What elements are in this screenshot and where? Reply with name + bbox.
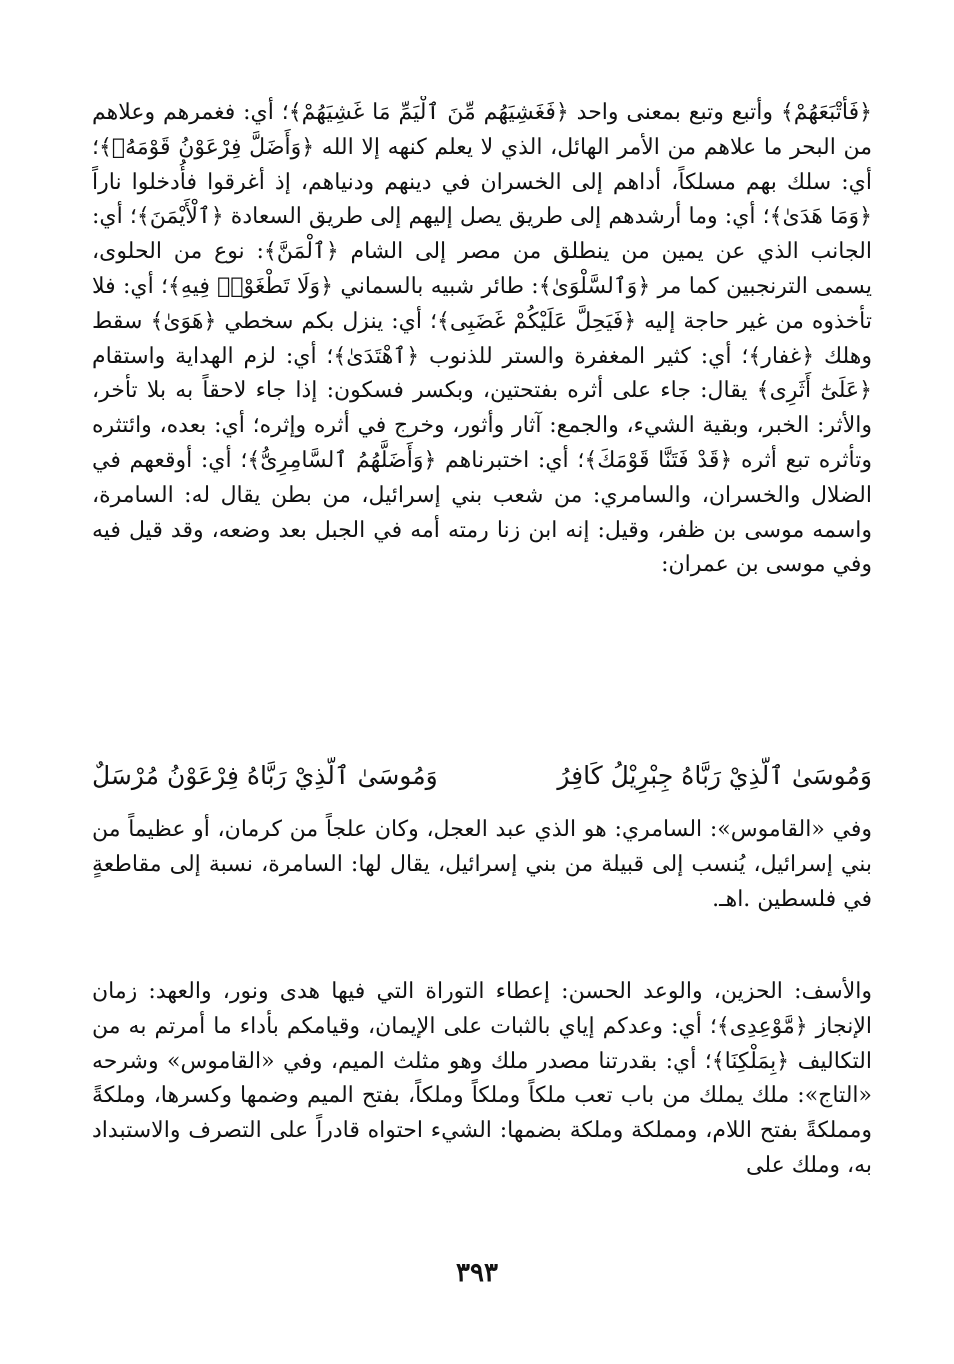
verse-left-hemistich: وَمُوسَىٰ ٱلَّذِيْ رَبَّاهُ فِرْعَوْنُ مُرْسَلٌ: [92, 761, 438, 790]
paragraph-3: والأسف: الحزين، والوعد الحسن: إعطاء التوراة التي فيها هدى ونور، والعهد: زمان الإنجاز ﴿مَّوْعِدِى﴾؛ أي: وعدكم إياي بالثبات على الإيمان، وقيامكم بأداء ما أمرتم به من التكاليف ﴿بِمَلْكِنَا﴾؛ أي: بقدرتنا مصدر ملك وهو مثلث الميم، وفي «القاموس» وشرحه «التاج»: ملك يملك من باب تعب ملكاً وملكاً وملكاً، بفتح الميم وضمها وكسرها، وملكةً ومملكةً بفتح اللام، ومملكة وملكة بضمها: الشيء احتواه قادراً على التصرف والاستبداد به، وملك على: [92, 979, 872, 1178]
page-body: [92, 96, 872, 1220]
page-number: ٣٩٣: [456, 1258, 498, 1288]
verse-right-hemistich: وَمُوسَىٰ ٱلَّذِيْ رَبَّاهُ جِبْرِيْلُ كَافِرُ: [557, 761, 872, 790]
poetry-verse: [92, 757, 872, 795]
paragraph-1: ﴿فَأَتْبَعَهُمْ﴾ وأتبع وتبع بمعنى واحد ﴿فَغَشِيَهُم مِّنَ ٱلْيَمِّ مَا غَشِيَهُمْ﴾؛ أي: فغمرهم وعلاهم من البحر ما علاهم من الأمر الهائل، الذي لا يعلم كنهه إلا الله ﴿وَأَضَلَّ فِرْعَوْنُ قَوْمَهُۥ﴾؛ أي: سلك بهم مسلكاً، أداهم إلى الخسران في دينهم ودنياهم، إذ أغرقوا فأُدخلوا ناراً ﴿وَمَا هَدَىٰ﴾؛ أي: وما أرشدهم إلى طريق يصل إليهم إلى طريق السعادة ﴿ٱلْأَيْمَنَ﴾؛ أي: الجانب الذي عن يمين من ينطلق من مصر إلى الشام ﴿ٱلْمَنَّ﴾: نوع من الحلوى، يسمى الترنجبين كما مر ﴿وَٱلسَّلْوَىٰ﴾: طائر شبيه بالسماني ﴿وَلَا تَطْغَوْا۟ فِيهِ﴾؛ أي: فلا تأخذوه من غير حاجة إليه ﴿فَيَحِلَّ عَلَيْكُمْ غَضَبِى﴾؛ أي: ينزل بكم سخطي ﴿هَوَىٰ﴾ سقط وهلك ﴿غفار﴾؛ أي: كثير المغفرة والستر للذنوب ﴿ٱهْتَدَىٰ﴾؛ أي: لزم الهداية واستقام ﴿عَلَىٰٓ أَثَرِى﴾ يقال: جاء على أثره بفتحتين، وبكسر فسكون: إذا جاء لاحقاً به بلا تأخر، والأثر: الخبر، وبقية الشيء، والجمع: آثار وأثور، وخرج في أثره وإثره؛ أي: بعده، وائتثره وتأثره تبع أثره ﴿قَدْ فَتَنَّا قَوْمَكَ﴾؛ أي: اختبرناهم ﴿وَأَضَلَّهُمُ ٱلسَّامِرِىُّ﴾؛ أي: أوقعهم في الضلال والخسران، والسامري: من شعب بني إسرائيل، من بطن يقال له: السامرة، واسمه موسى بن ظفر، وقيل: إنه ابن زنا رمته أمه في الجبل بعد وضعه، وقد قيل فيه وفي موسى بن عمران:: [92, 100, 872, 578]
paragraph-2: وفي «القاموس»: السامري: هو الذي عبد العجل، وكان علجاً من كرمان، أو عظيماً من بني إسرائيل، يُنسب إلى قبيلة من بني إسرائيل، يقال لها: السامرة، نسبة إلى مقاطعةٍ في فلسطين .اهـ.: [92, 817, 872, 912]
